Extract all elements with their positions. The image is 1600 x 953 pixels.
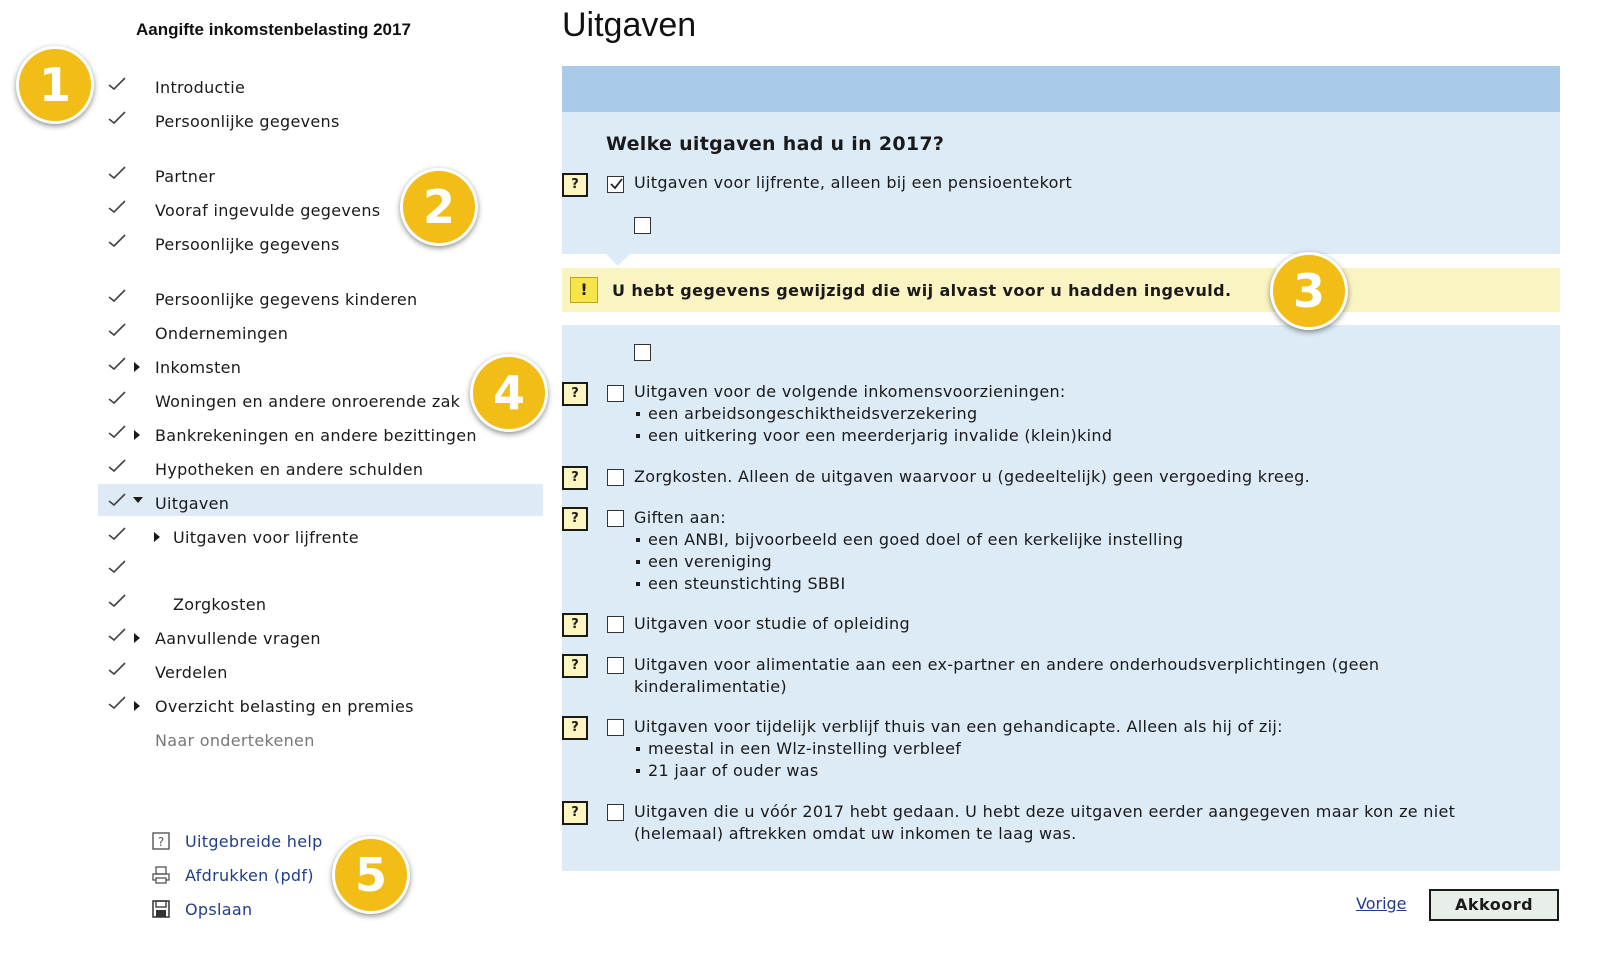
- option-eerdere-uitgaven-label: Uitgaven die u vóór 2017 hebt gedaan. U hebt deze uitgaven eerder aangegeven maar kon ze niet (helemaal) aftrekken omdat uw inkomen te laag was.: [634, 802, 1456, 843]
- akkoord-button[interactable]: Akkoord: [1429, 889, 1559, 921]
- sidebar-item-uitgaven-lijfrente[interactable]: [98, 522, 543, 554]
- sidebar-item-label: Persoonlijke gegevens: [155, 112, 340, 131]
- expand-arrow-icon[interactable]: [154, 532, 160, 542]
- printer-icon: [152, 866, 170, 884]
- help-button[interactable]: ?: [562, 654, 588, 678]
- previous-link[interactable]: Vorige: [1356, 894, 1407, 913]
- sidebar-item-uitgaven[interactable]: [98, 484, 543, 516]
- expand-arrow-icon[interactable]: [134, 701, 140, 711]
- callout-badge-1: 1: [16, 46, 94, 124]
- expand-arrow-icon[interactable]: [134, 362, 140, 372]
- checkmark-icon: [108, 166, 126, 180]
- checkmark-icon: [108, 459, 126, 473]
- checkmark-icon: [108, 111, 126, 125]
- print-pdf-label: Afdrukken (pdf): [185, 866, 314, 885]
- callout-badge-2: 2: [400, 168, 478, 246]
- help-button[interactable]: ?: [562, 507, 588, 531]
- help-button[interactable]: ?: [562, 466, 588, 490]
- option-inkomensvoorzieningen: [634, 381, 1112, 447]
- question-heading: Welke uitgaven had u in 2017?: [606, 133, 945, 155]
- checkmark-icon: [108, 200, 126, 214]
- sidebar-item-label: Uitgaven voor lijfrente: [173, 528, 359, 547]
- checkbox-eerdere-uitgaven[interactable]: [607, 804, 624, 821]
- sidebar-item-partner[interactable]: [98, 161, 543, 193]
- help-button[interactable]: ?: [562, 173, 588, 197]
- sidebar-item-hypotheken[interactable]: [98, 454, 543, 486]
- checkmark-icon: [609, 177, 623, 191]
- sidebar-item-persoonlijke-gegevens-2[interactable]: [98, 229, 543, 261]
- sidebar-item-label: Ondernemingen: [155, 324, 289, 343]
- sidebar-item-ondernemingen[interactable]: [98, 318, 543, 350]
- checkmark-icon: [108, 628, 126, 642]
- checkbox-gehandicapte[interactable]: [607, 719, 624, 736]
- checkbox-sub-option-2[interactable]: [634, 344, 651, 361]
- sidebar-item-label: Zorgkosten: [173, 595, 267, 614]
- sidebar-item-label: Naar ondertekenen: [155, 731, 315, 750]
- option-bullet: een arbeidsongeschiktheidsverzekering: [648, 403, 1112, 425]
- checkbox-lijfrente[interactable]: [607, 176, 624, 193]
- checkmark-icon: [108, 560, 126, 574]
- help-icon: [152, 832, 170, 850]
- warning-pointer: [606, 254, 630, 266]
- help-button[interactable]: ?: [562, 801, 588, 825]
- option-label: Uitgaven voor de volgende inkomensvoorzieningen:: [634, 382, 1066, 401]
- help-button[interactable]: ?: [562, 716, 588, 740]
- sidebar-item-label: Woningen en andere onroerende zak: [155, 392, 461, 411]
- header-bar: [562, 66, 1560, 112]
- help-link-label: Uitgebreide help: [185, 832, 323, 851]
- callout-badge-5: 5: [332, 836, 410, 914]
- checkmark-icon: [108, 493, 126, 507]
- save-label: Opslaan: [185, 900, 253, 919]
- warning-text: U hebt gegevens gewijzigd die wij alvast voor u hadden ingevuld.: [612, 281, 1232, 300]
- svg-text:?: ?: [157, 835, 165, 849]
- checkbox-giften[interactable]: [607, 510, 624, 527]
- option-bullet: meestal in een Wlz-instelling verbleef: [648, 738, 1283, 760]
- sidebar-item-aanvullende-vragen[interactable]: [98, 623, 543, 655]
- sidebar-nav: [0, 0, 540, 953]
- option-bullet: een uitkering voor een meerderjarig invalide (klein)kind: [648, 426, 1113, 445]
- checkbox-alimentatie[interactable]: [607, 657, 624, 674]
- option-giften: [634, 507, 1183, 595]
- sidebar-item-ondertekenen: [98, 725, 543, 757]
- checkmark-icon: [108, 234, 126, 248]
- checkmark-icon: [108, 696, 126, 710]
- page-title: Uitgaven: [562, 6, 697, 44]
- sidebar-item-label: Verdelen: [155, 663, 228, 682]
- sidebar-item-kinderen[interactable]: [98, 284, 543, 316]
- option-bullet: een steunstichting SBBI: [648, 573, 1183, 595]
- option-label: Giften aan:: [634, 508, 726, 527]
- sidebar-item-introductie[interactable]: [98, 72, 543, 104]
- option-label: Uitgaven voor tijdelijk verblijf thuis van een gehandicapte. Alleen als hij of zij:: [634, 717, 1283, 736]
- help-button[interactable]: ?: [562, 613, 588, 637]
- checkmark-icon: [108, 391, 126, 405]
- expand-arrow-icon[interactable]: [134, 430, 140, 440]
- checkmark-icon: [108, 594, 126, 608]
- option-alimentatie-label: Uitgaven voor alimentatie aan een ex-partner en andere onderhoudsverplichtingen (geen kinderalimentatie): [634, 655, 1380, 696]
- sidebar-item-bankrekeningen[interactable]: [98, 420, 543, 452]
- callout-badge-3: 3: [1270, 252, 1348, 330]
- sidebar-item-empty[interactable]: [98, 555, 543, 587]
- sidebar-item-persoonlijke-gegevens[interactable]: [98, 106, 543, 138]
- checkmark-icon: [108, 662, 126, 676]
- collapse-arrow-icon[interactable]: [133, 497, 143, 503]
- help-button[interactable]: ?: [562, 382, 588, 406]
- checkmark-icon: [108, 77, 126, 91]
- option-bullet: een ANBI, bijvoorbeeld een goed doel of een kerkelijke instelling: [648, 530, 1184, 549]
- option-bullet: een vereniging: [648, 551, 1183, 573]
- checkbox-zorgkosten[interactable]: [607, 469, 624, 486]
- sidebar-item-verdelen[interactable]: [98, 657, 543, 689]
- expand-arrow-icon[interactable]: [134, 633, 140, 643]
- option-lijfrente-label: Uitgaven voor lijfrente, alleen bij een pensioentekort: [634, 173, 1073, 192]
- checkmark-icon: [108, 289, 126, 303]
- option-studie-label: Uitgaven voor studie of opleiding: [634, 614, 910, 633]
- sidebar-item-label: Partner: [155, 167, 216, 186]
- sidebar-item-label: Bankrekeningen en andere bezittingen: [155, 426, 477, 445]
- sidebar-item-label: Persoonlijke gegevens: [155, 235, 340, 254]
- callout-badge-4: 4: [470, 354, 548, 432]
- checkmark-icon: [108, 527, 126, 541]
- sidebar-item-label: Inkomsten: [155, 358, 242, 377]
- sidebar-item-label: Introductie: [155, 78, 246, 97]
- checkmark-icon: [108, 425, 126, 439]
- sidebar-item-zorgkosten[interactable]: [98, 589, 543, 621]
- save-icon: [152, 900, 170, 918]
- checkbox-inkomensvoorzieningen[interactable]: [607, 385, 624, 402]
- sidebar-item-overzicht[interactable]: [98, 691, 543, 723]
- sidebar-title: Aangifte inkomstenbelasting 2017: [136, 20, 411, 39]
- checkmark-icon: [108, 323, 126, 337]
- sidebar-item-label: Persoonlijke gegevens kinderen: [155, 290, 418, 309]
- option-bullet: 21 jaar of ouder was: [648, 760, 1283, 782]
- option-gehandicapte: [634, 716, 1283, 782]
- warning-icon: !: [570, 277, 598, 303]
- sidebar-item-label: Hypotheken en andere schulden: [155, 460, 424, 479]
- sidebar-item-label: Overzicht belasting en premies: [155, 697, 414, 716]
- sidebar-item-label: Aanvullende vragen: [155, 629, 321, 648]
- checkbox-studie[interactable]: [607, 616, 624, 633]
- sidebar-item-label: Vooraf ingevulde gegevens: [155, 201, 381, 220]
- checkbox-sub-option[interactable]: [634, 217, 651, 234]
- option-zorgkosten-label: Zorgkosten. Alleen de uitgaven waarvoor u (gedeeltelijk) geen vergoeding kreeg.: [634, 467, 1311, 486]
- sidebar-item-label: Uitgaven: [155, 494, 230, 513]
- checkmark-icon: [108, 357, 126, 371]
